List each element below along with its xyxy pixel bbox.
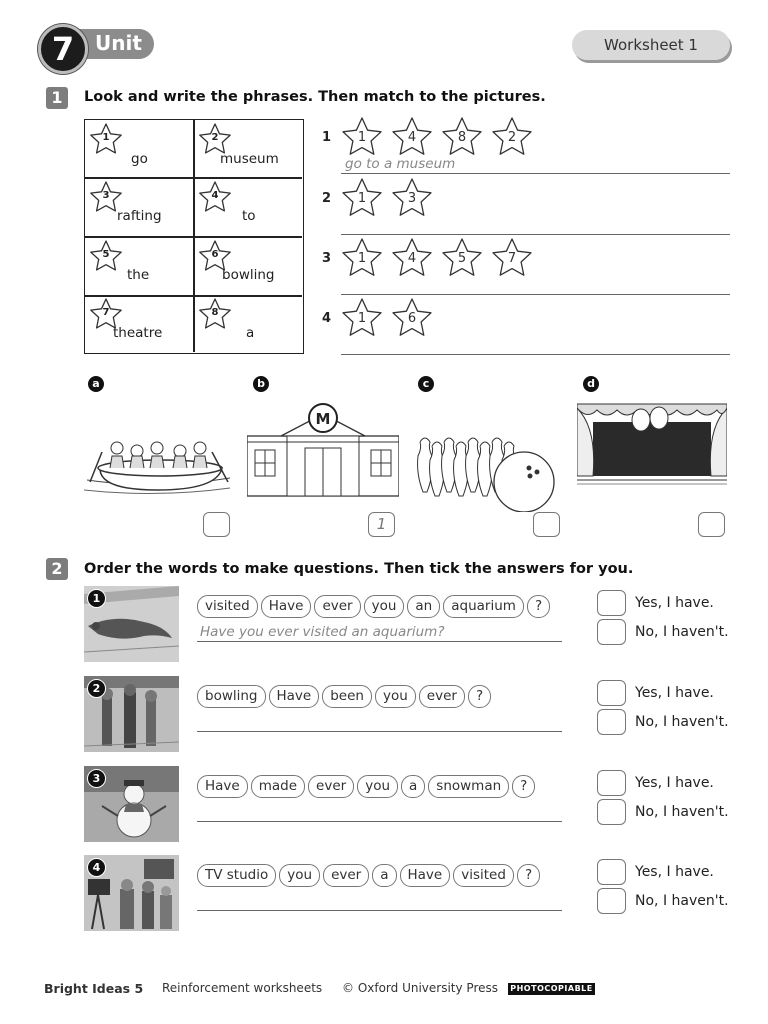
star-icon: [441, 238, 483, 284]
grid-cell-2: [194, 120, 304, 179]
no-tick-box[interactable]: [597, 888, 626, 914]
no-tick-box[interactable]: [597, 799, 626, 825]
no-answer-label: No, I haven't.: [635, 893, 729, 909]
question-number: 2: [87, 679, 106, 698]
word-chip: Have: [269, 685, 320, 708]
yes-answer-label: Yes, I have.: [635, 775, 714, 791]
word-chip: you: [279, 864, 320, 887]
star-number: 1: [357, 130, 367, 145]
question-number: 1: [87, 589, 106, 608]
grid-word: to: [242, 208, 256, 224]
footer-subtitle: Reinforcement worksheets: [162, 981, 323, 995]
unit-label: Unit: [95, 31, 142, 55]
yes-tick-box[interactable]: [597, 859, 626, 885]
grid-cell-3: [85, 178, 195, 237]
rafting-picture: [82, 412, 232, 506]
word-chip: you: [364, 595, 405, 618]
no-tick-box[interactable]: [597, 709, 626, 735]
star-number: 5: [457, 251, 467, 266]
star-icon: [391, 178, 433, 224]
yes-tick-box[interactable]: [597, 680, 626, 706]
seal-photo: [84, 586, 179, 662]
exercise-2-number: 2: [46, 558, 68, 580]
question-answer-line[interactable]: [197, 821, 562, 822]
question-number: 3: [87, 769, 106, 788]
yes-answer-label: Yes, I have.: [635, 685, 714, 701]
grid-cell-6: [194, 237, 304, 296]
star-number: 3: [407, 191, 417, 206]
grid-cell-8: [194, 295, 304, 354]
word-chip: you: [375, 685, 416, 708]
phrase-row-number: 1: [322, 130, 332, 145]
yes-answer-label: Yes, I have.: [635, 595, 714, 611]
word-chip: ever: [308, 775, 354, 798]
footer-brand: Bright Ideas 5: [44, 981, 144, 996]
grid-cell-1: [85, 120, 195, 179]
svg-text:M: M: [315, 410, 331, 428]
word-chip: Have: [197, 775, 248, 798]
grid-star-number: 3: [102, 190, 110, 201]
word-chip: snowman: [428, 775, 509, 798]
exercise-1-instruction: Look and write the phrases. Then match to the pictures.: [84, 89, 546, 105]
word-chip: aquarium: [443, 595, 524, 618]
match-answer-box[interactable]: [533, 512, 560, 537]
star-icon: [341, 178, 383, 224]
grid-word: a: [246, 325, 255, 341]
word-chip: ever: [323, 864, 369, 887]
tv-studio-photo: [84, 855, 179, 931]
bowling-picture: [412, 412, 562, 516]
word-chip: a: [401, 775, 425, 798]
worksheet-label: Worksheet 1: [572, 30, 730, 60]
word-chip: visited: [197, 595, 258, 618]
match-answer-box[interactable]: [203, 512, 230, 537]
grid-cell-7: [85, 295, 195, 354]
picture-letter-a: a: [88, 376, 104, 392]
question-answer: Have you ever visited an aquarium?: [200, 624, 445, 640]
footer-copyright: © Oxford University Press: [342, 981, 499, 995]
question-number: 4: [87, 858, 106, 877]
word-chip: you: [357, 775, 398, 798]
unit-number-badge: 7: [38, 24, 88, 74]
star-icon: [391, 238, 433, 284]
grid-cell-5: [85, 237, 195, 296]
grid-word: bowling: [222, 267, 275, 283]
grid-star-number: 7: [102, 307, 110, 318]
word-chips-row: [197, 595, 550, 618]
grid-word: museum: [220, 151, 279, 167]
question-answer-line[interactable]: [197, 641, 562, 642]
museum-picture: [247, 400, 399, 504]
snowman-photo: [84, 766, 179, 842]
star-icon: [391, 298, 433, 344]
picture-letter-c: c: [418, 376, 434, 392]
word-chip: Have: [261, 595, 312, 618]
no-tick-box[interactable]: [597, 619, 626, 645]
grid-star-number: 1: [102, 132, 110, 143]
word-chip: TV studio: [197, 864, 276, 887]
star-icon: [491, 117, 533, 163]
grid-star-number: 6: [211, 249, 219, 260]
star-icon: [341, 238, 383, 284]
answer-line[interactable]: [341, 234, 730, 235]
grid-word: rafting: [117, 208, 162, 224]
phrase-row-number: 4: [322, 311, 332, 326]
question-answer-line[interactable]: [197, 731, 562, 732]
photocopiable-badge: PHOTOCOPIABLE: [508, 983, 595, 995]
no-answer-label: No, I haven't.: [635, 804, 729, 820]
grid-star-number: 8: [211, 307, 219, 318]
match-answer-box[interactable]: [698, 512, 725, 537]
answer-line[interactable]: [341, 354, 730, 355]
exercise-1-number: 1: [46, 87, 68, 109]
grid-word: the: [127, 267, 150, 283]
word-chip: ?: [512, 775, 535, 798]
word-chip: visited: [453, 864, 514, 887]
star-number: 4: [407, 251, 417, 266]
word-chip: made: [251, 775, 305, 798]
word-chip: an: [407, 595, 440, 618]
star-number: 1: [357, 311, 367, 326]
yes-tick-box[interactable]: [597, 770, 626, 796]
picture-letter-b: b: [253, 376, 269, 392]
star-number: 1: [357, 251, 367, 266]
phrase-row-number: 3: [322, 251, 332, 266]
answer-line[interactable]: [341, 294, 730, 295]
exercise-2-instruction: Order the words to make questions. Then tick the answers for you.: [84, 561, 634, 577]
star-number: 1: [357, 191, 367, 206]
word-chips-row: [197, 685, 491, 708]
yes-answer-label: Yes, I have.: [635, 864, 714, 880]
grid-word: theatre: [113, 325, 163, 341]
answer-line[interactable]: [341, 173, 730, 174]
star-number: 7: [507, 251, 517, 266]
phrase-answer: go to a museum: [345, 156, 456, 172]
word-chips-row: [197, 775, 535, 798]
word-chip: ?: [468, 685, 491, 708]
word-chip: Have: [400, 864, 451, 887]
star-icon: [491, 238, 533, 284]
yes-tick-box[interactable]: [597, 590, 626, 616]
grid-star-number: 2: [211, 132, 219, 143]
grid-word: go: [131, 151, 148, 167]
star-number: 6: [407, 311, 417, 326]
word-chips-row: [197, 864, 540, 887]
phrase-row-number: 2: [322, 191, 332, 206]
word-chip: ever: [314, 595, 360, 618]
match-answer-box[interactable]: 1: [368, 512, 395, 537]
no-answer-label: No, I haven't.: [635, 624, 729, 640]
no-answer-label: No, I haven't.: [635, 714, 729, 730]
star-number: 4: [407, 130, 417, 145]
word-chip: ?: [527, 595, 550, 618]
star-icon: [341, 298, 383, 344]
word-chip: ?: [517, 864, 540, 887]
word-chip: bowling: [197, 685, 266, 708]
star-number: 8: [457, 130, 467, 145]
word-chip: a: [372, 864, 396, 887]
star-number: 2: [507, 130, 517, 145]
picture-letter-d: d: [583, 376, 599, 392]
grid-cell-4: [194, 178, 304, 237]
word-chip: been: [322, 685, 372, 708]
theatre-picture: [577, 398, 727, 492]
grid-star-number: 4: [211, 190, 219, 201]
grid-star-number: 5: [102, 249, 110, 260]
bowling-photo: [84, 676, 179, 752]
word-chip: ever: [419, 685, 465, 708]
question-answer-line[interactable]: [197, 910, 562, 911]
